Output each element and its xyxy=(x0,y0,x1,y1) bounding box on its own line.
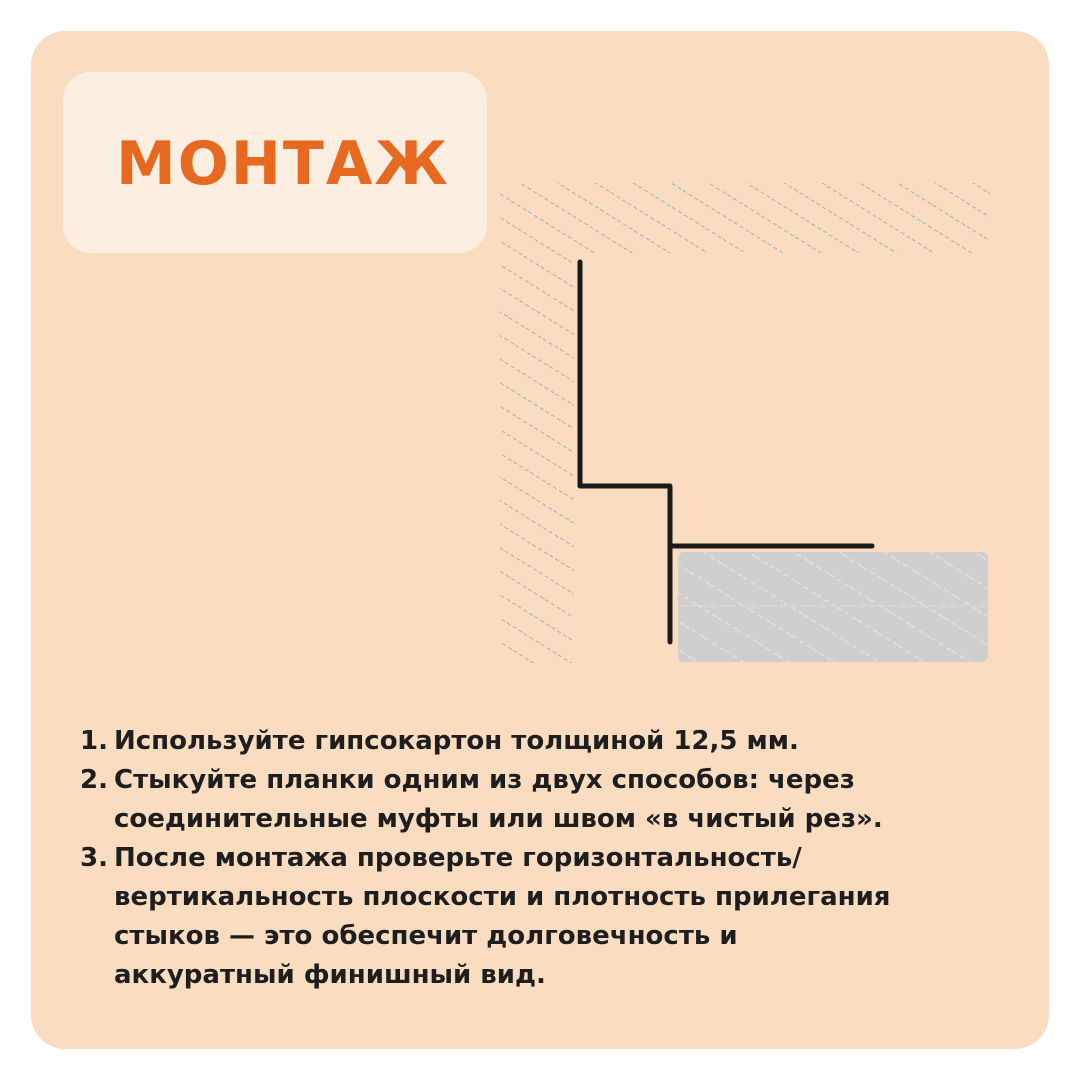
step-text: вертикальность плоскости и плотность прилегания xyxy=(114,882,891,912)
list-item xyxy=(70,839,970,995)
ceiling-hatch xyxy=(500,183,990,253)
step-number: 3. xyxy=(80,843,108,873)
step-text: После монтажа проверьте горизонтальность/ xyxy=(114,843,802,873)
instruction-list xyxy=(70,722,970,995)
list-item xyxy=(70,722,970,761)
page-title: МОНТАЖ xyxy=(116,129,450,199)
step-text: стыков — это обеспечит долговечность и xyxy=(114,921,738,951)
wall-hatch xyxy=(500,253,574,663)
step-text: соединительные муфты или швом «в чистый рез». xyxy=(114,804,883,834)
drywall-board xyxy=(678,552,988,662)
step-text: Стыкуйте планки одним из двух способов: через xyxy=(114,765,855,795)
step-number: 1. xyxy=(80,726,108,756)
step-text: аккуратный финишный вид. xyxy=(114,960,546,990)
list-item xyxy=(70,761,970,839)
step-text: Используйте гипсокартон толщиной 12,5 мм. xyxy=(114,726,799,756)
step-number: 2. xyxy=(80,765,108,795)
